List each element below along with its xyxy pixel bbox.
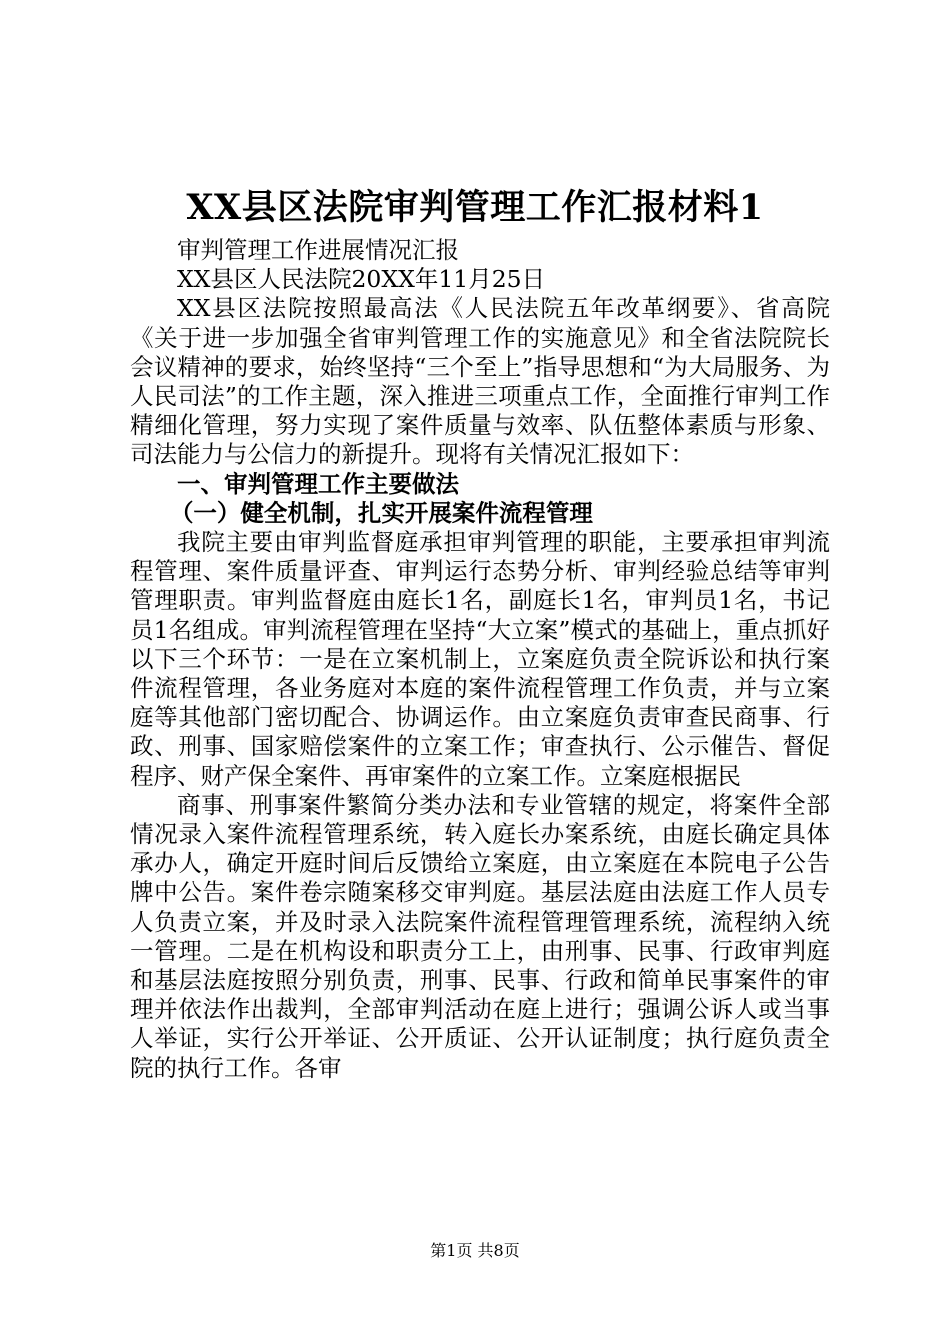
document-title: XX县区法院审判管理工作汇报材料1 [186,187,764,228]
body-paragraph: 商事、刑事案件繁简分类办法和专业管辖的规定，将案件全部情况录入案件流程管理系统，转入庭长办案系统，由庭长确定具体承办人，确定开庭时间后反馈给立案庭，由立案庭在本院电子公告牌中公告。案件卷宗随案移交审判庭。基层法庭由法庭工作人员专人负责立案，并及时录入法院案件流程管理管理系统，流程纳入统一管理。二是在机构设和职责分工上，由刑事、民事、行政审判庭和基层法庭按照分别负责，刑事、民事、行政和简单民事案件的审理并依法作出裁判，全部审判活动在庭上进行；强调公诉人或当事人举证，实行公开举证、公开质证、公开认证制度；执行庭负责全院的执行工作。各审 [130,790,830,1082]
section-heading: 一、审判管理工作主要做法 [177,469,459,498]
document-subtitle: 审判管理工作进展情况汇报 [177,236,459,264]
subsection-heading: （一）健全机制，扎实开展案件流程管理 [169,498,593,527]
intro-paragraph: XX县区法院按照最高法《人民法院五年改革纲要》、省高院《关于进一步加强全省审判管理工作的实施意见》和全省法院院长会议精神的要求，始终坚持“三个至上”指导思想和“为大局服务、为人民司法”的工作主题，深入推进三项重点工作，全面推行审判工作精细化管理，努力实现了案件质量与效率、队伍整体素质与形象、司法能力与公信力的新提升。现将有关情况汇报如下： [130,294,830,469]
document-body [130,236,830,1083]
document-byline: XX县区人民法院20XX年11月25日 [177,265,546,294]
page-footer: 第1页 共8页 [430,1241,520,1260]
body-paragraph: 我院主要由审判监督庭承担审判管理的职能，主要承担审判流程管理、案件质量评查、审判运行态势分析、审判经验总结等审判管理职责。审判监督庭由庭长1名，副庭长1名，审判员1名，书记员1名组成。审判流程管理在坚持“大立案”模式的基础上，重点抓好以下三个环节：一是在立案机制上，立案庭负责全院诉讼和执行案件流程管理，各业务庭对本庭的案件流程管理工作负责，并与立案庭等其他部门密切配合、协调运作。由立案庭负责审查民商事、行政、刑事、国家赔偿案件的立案工作；审查执行、公示催告、督促程序、财产保全案件、再审案件的立案工作。立案庭根据民 [130,528,830,790]
